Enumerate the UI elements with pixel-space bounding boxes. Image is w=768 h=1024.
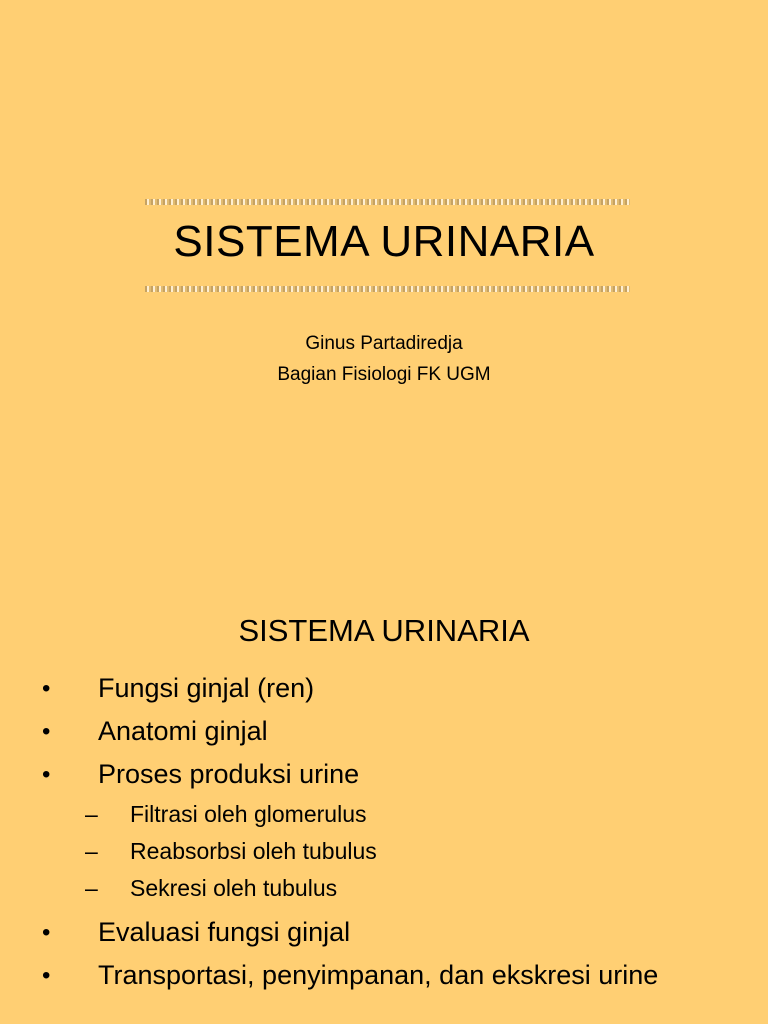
bullet-list [0, 667, 768, 997]
slide-title: SISTEMA URINARIA [238, 613, 530, 648]
list-item-text: Evaluasi fungsi ginjal [98, 917, 351, 947]
department-name: Bagian Fisiologi FK UGM [277, 364, 491, 385]
bullet-mark: • [42, 675, 51, 702]
list-item [0, 753, 768, 796]
bullet-mark: • [42, 962, 51, 989]
sub-list-item [0, 870, 768, 907]
bullet-mark: • [42, 919, 51, 946]
dash-mark: – [85, 801, 98, 827]
list-item [0, 911, 768, 954]
sub-list-item-text: Sekresi oleh tubulus [130, 875, 338, 901]
bullet-mark: • [42, 761, 51, 788]
list-item [0, 667, 768, 710]
sub-list-item [0, 833, 768, 870]
decorative-divider-top [145, 199, 630, 205]
dash-mark: – [85, 875, 98, 901]
list-item [0, 710, 768, 753]
list-item-text: Fungsi ginjal (ren) [98, 673, 315, 703]
outline-slide [0, 512, 768, 1024]
list-item-text: Proses produksi urine [98, 759, 360, 789]
sub-list-item [0, 796, 768, 833]
author-name: Ginus Partadiredja [305, 333, 463, 354]
dash-mark: – [85, 838, 98, 864]
bullet-mark: • [42, 718, 51, 745]
list-item-text: Transportasi, penyimpanan, dan ekskresi urine [98, 960, 659, 990]
list-item [0, 954, 768, 997]
slide-title: SISTEMA URINARIA [173, 217, 595, 266]
decorative-divider-bottom [145, 286, 630, 292]
sub-list-item-text: Reabsorbsi oleh tubulus [130, 838, 377, 864]
sub-list-item-text: Filtrasi oleh glomerulus [130, 801, 367, 827]
list-item-text: Anatomi ginjal [98, 716, 268, 746]
